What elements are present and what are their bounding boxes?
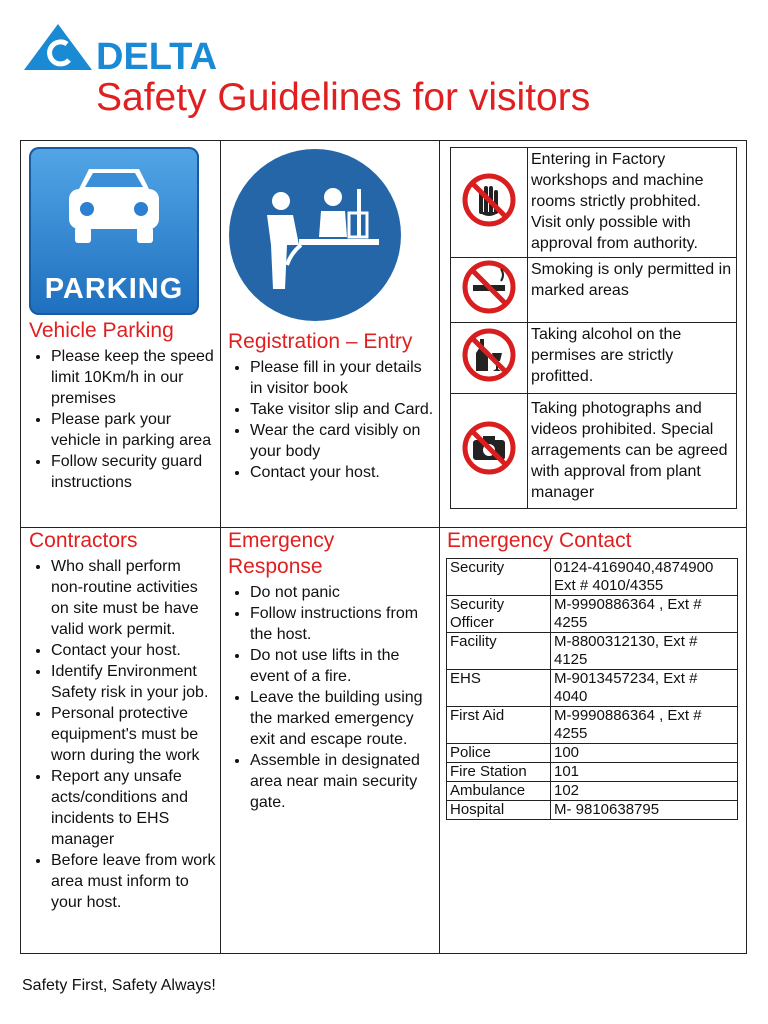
prohibition-text: Smoking is only permitted in marked areas xyxy=(528,258,737,323)
parking-label: PARKING xyxy=(44,273,184,305)
contact-name: EHS xyxy=(447,670,551,707)
list-item: • Personal protective equipment's must be worn during the work xyxy=(51,703,217,766)
contact-name: Fire Station xyxy=(447,763,551,782)
delta-logo xyxy=(22,22,222,72)
list-item: • Do not panic xyxy=(250,582,434,603)
list-item: • Leave the building using the marked emergency exit and escape route. xyxy=(250,687,434,750)
table-row xyxy=(447,801,738,820)
contractors-heading: Contractors xyxy=(29,529,138,552)
list-item: • Before leave from work area must inform to your host. xyxy=(51,850,217,913)
emergency-contact-heading: Emergency Contact xyxy=(447,529,632,552)
table-row xyxy=(447,559,738,596)
guidelines-grid xyxy=(20,140,747,954)
table-row xyxy=(451,323,737,394)
list-item: • Follow instructions from the host. xyxy=(250,603,434,645)
list-item: • Report any unsafe acts/conditions and incidents to EHS manager xyxy=(51,766,217,850)
registration-desk-icon xyxy=(229,149,401,321)
prohibition-text: Taking alcohol on the permises are strictly profitted. xyxy=(528,323,737,394)
emergency-response-heading: Emergency Response xyxy=(228,529,335,578)
contact-value: M- 9810638795 xyxy=(551,801,738,820)
vehicle-parking-section xyxy=(21,141,220,527)
car-icon xyxy=(29,147,199,267)
vehicle-parking-heading: Vehicle Parking xyxy=(29,319,174,342)
contractors-section xyxy=(21,528,220,954)
list-item: • Contact your host. xyxy=(51,640,217,661)
registration-heading: Registration – Entry xyxy=(228,330,413,353)
no-alcohol-icon xyxy=(461,327,517,383)
list-item: • Wear the card visibly on your body xyxy=(250,420,434,462)
table-row xyxy=(447,596,738,633)
no-entry-hand-icon xyxy=(461,172,517,228)
prohibition-text: Taking photographs and videos prohibited. Special arragements can be agreed with approval from plant manager xyxy=(528,394,737,509)
contact-value: M-9990886364 , Ext # 4255 xyxy=(551,707,738,744)
contact-name: Facility xyxy=(447,633,551,670)
contact-value: 0124-4169040,4874900 Ext # 4010/4355 xyxy=(551,559,738,596)
table-row xyxy=(451,258,737,323)
list-item: • Do not use lifts in the event of a fire. xyxy=(250,645,434,687)
delta-triangle-icon xyxy=(22,22,222,72)
contact-value: 100 xyxy=(551,744,738,763)
list-item: • Who shall perform non-routine activities on site must be have valid work permit. xyxy=(51,556,217,640)
prohibition-text: Entering in Factory workshops and machine rooms strictly probhited. Visit only possible with approval from authority. xyxy=(528,148,737,258)
table-row xyxy=(447,633,738,670)
parking-sign xyxy=(29,147,199,315)
list-item: • Please park your vehicle in parking area xyxy=(51,409,215,451)
emergency-response-section xyxy=(221,528,439,954)
list-item: • Contact your host. xyxy=(250,462,434,483)
table-row xyxy=(451,148,737,258)
registration-list xyxy=(228,357,434,483)
table-row xyxy=(447,744,738,763)
table-row xyxy=(447,782,738,801)
contact-name: Hospital xyxy=(447,801,551,820)
emergency-contact-table xyxy=(446,558,738,820)
registration-section xyxy=(221,141,439,527)
prohibitions-section xyxy=(440,141,747,527)
contact-name: Ambulance xyxy=(447,782,551,801)
list-item: • Follow security guard instructions xyxy=(51,451,215,493)
contact-name: First Aid xyxy=(447,707,551,744)
table-row xyxy=(447,707,738,744)
list-item: • Please keep the speed limit 10Km/h in our premises xyxy=(51,346,215,409)
page-title: Safety Guidelines for visitors xyxy=(96,76,591,119)
contact-value: M-8800312130, Ext # 4125 xyxy=(551,633,738,670)
contact-value: M-9013457234, Ext # 4040 xyxy=(551,670,738,707)
list-item: • Identify Environment Safety risk in your job. xyxy=(51,661,217,703)
contact-value: 102 xyxy=(551,782,738,801)
table-row xyxy=(447,670,738,707)
list-item: • Take visitor slip and Card. xyxy=(250,399,434,420)
contact-name: Security xyxy=(447,559,551,596)
prohibitions-table xyxy=(450,147,737,509)
table-row xyxy=(451,394,737,509)
contact-name: Police xyxy=(447,744,551,763)
contact-name: Security Officer xyxy=(447,596,551,633)
table-row xyxy=(447,763,738,782)
no-camera-icon xyxy=(461,420,517,476)
list-item: • Please fill in your details in visitor book xyxy=(250,357,434,399)
contact-value: 101 xyxy=(551,763,738,782)
contact-value: M-9990886364 , Ext # 4255 xyxy=(551,596,738,633)
list-item: • Assemble in designated area near main security gate. xyxy=(250,750,434,813)
brand-name: DELTA xyxy=(96,36,218,72)
emergency-response-list xyxy=(228,582,434,813)
footer-slogan: Safety First, Safety Always! xyxy=(22,977,216,994)
vehicle-parking-list xyxy=(29,346,215,493)
no-smoking-icon xyxy=(461,259,517,315)
contractors-list xyxy=(29,556,217,913)
